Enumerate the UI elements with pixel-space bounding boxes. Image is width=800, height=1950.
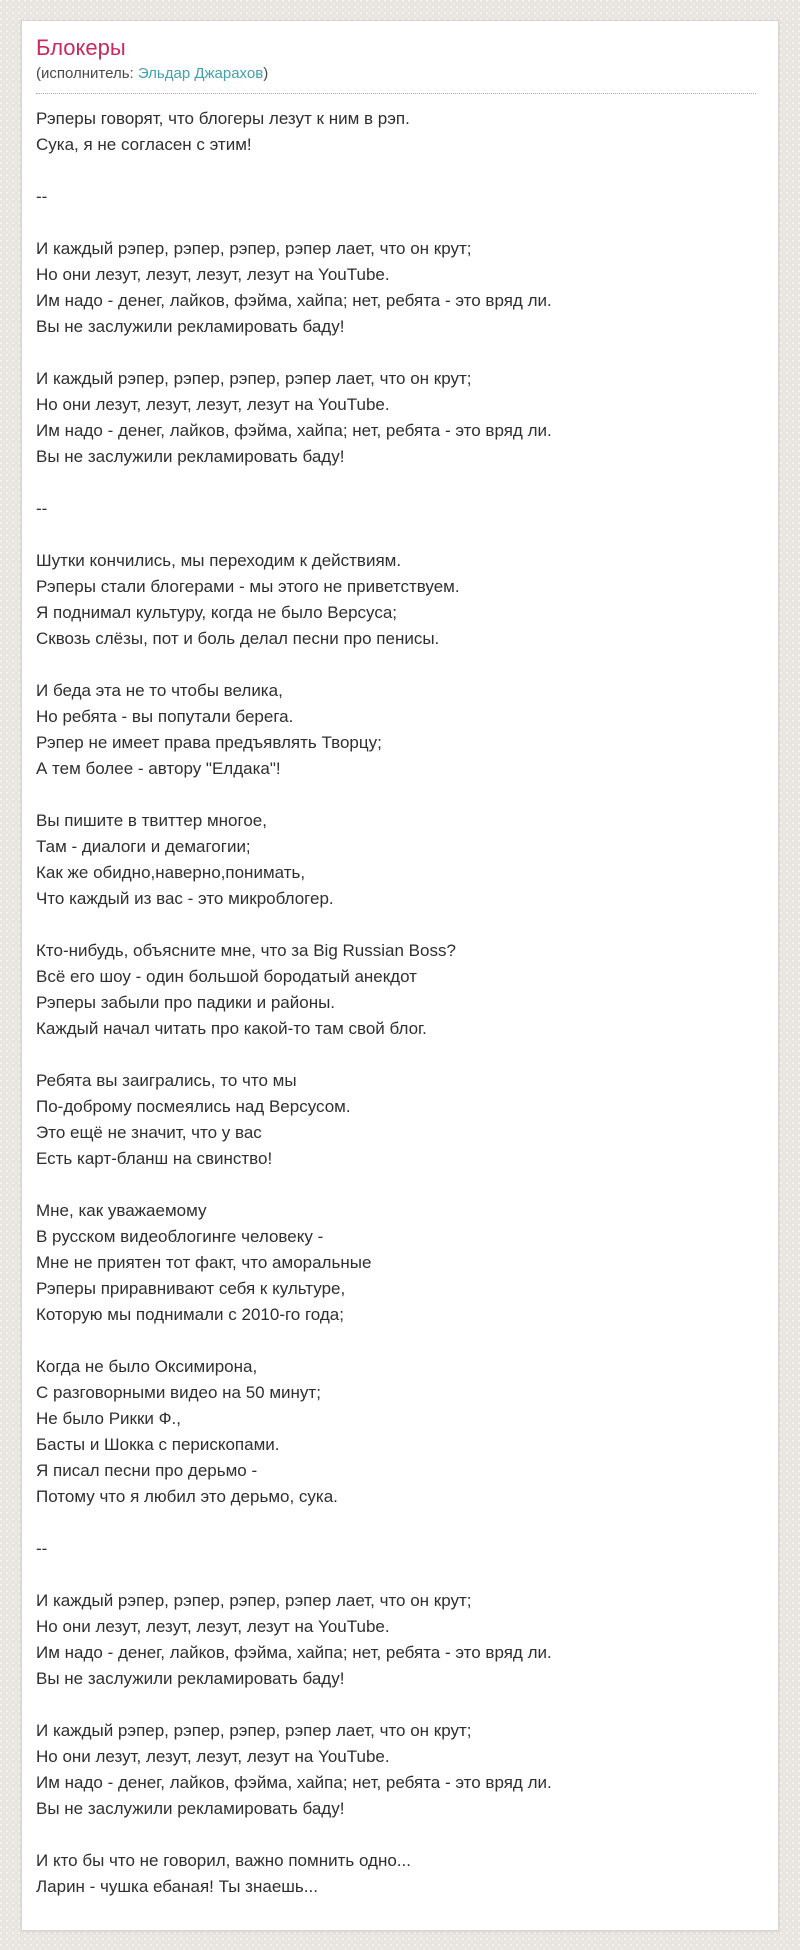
lyric-line: Ребята вы заигрались, то что мы [36,1071,297,1090]
lyric-line [36,1328,756,1354]
lyric-line: Сквозь слёзы, пот и боль делал песни про пенисы. [36,629,440,648]
artist-link[interactable]: Эльдар Джарахов [137,65,264,82]
lyric-line: Но ребята - вы попутали берега. [36,707,294,726]
lyric-line: Это ещё не значит, что у вас [36,1123,262,1142]
lyric-line [36,470,756,496]
lyric-line [36,340,756,366]
stanza-separator: -- [36,1539,48,1558]
content-card [21,20,779,1931]
song-header [36,35,756,94]
lyric-line [36,1692,756,1718]
lyric-line: Шутки кончились, мы переходим к действиям. [36,551,402,570]
lyric-line: Им надо - денег, лайков, фэйма, хайпа; нет, ребята - это вряд ли. [36,1773,552,1792]
lyric-line: И беда эта не то чтобы велика, [36,681,283,700]
lyric-line: Мне не приятен тот факт, что аморальные [36,1253,372,1272]
lyric-line [36,522,756,548]
lyric-line: Не было Рикки Ф., [36,1409,181,1428]
lyric-line: Рэперы забыли про падики и районы. [36,993,336,1012]
lyric-line [36,782,756,808]
lyric-line [36,158,756,184]
lyric-line [36,912,756,938]
lyric-line [36,652,756,678]
lyric-line [36,1510,756,1536]
artist-label-prefix: (исполнитель: [36,65,138,82]
lyrics-text [36,106,756,1900]
lyric-line: Рэперы стали блогерами - мы этого не приветствуем. [36,577,460,596]
lyric-line: В русском видеоблогинге человеку - [36,1227,324,1246]
lyric-line: Всё его шоу - один большой бородатый анекдот [36,967,417,986]
lyric-line: Ларин - чушка ебаная! Ты знаешь... [36,1877,318,1896]
lyric-line: Там - диалоги и демагогии; [36,837,251,856]
artist-label-suffix: ) [263,65,269,82]
lyric-line: Есть карт-бланш на свинство! [36,1149,273,1168]
lyric-line: Но они лезут, лезут, лезут, лезут на YouTube. [36,1617,390,1636]
lyric-line: Но они лезут, лезут, лезут, лезут на YouTube. [36,265,390,284]
lyric-line: Рэперы говорят, что блогеры лезут к ним в рэп. [36,109,410,128]
lyric-line: Басты и Шокка с перископами. [36,1435,280,1454]
lyric-line: Им надо - денег, лайков, фэйма, хайпа; нет, ребята - это вряд ли. [36,421,552,440]
lyric-line: Рэпер не имеет права предъявлять Творцу; [36,733,382,752]
lyric-line: Я писал песни про дерьмо - [36,1461,258,1480]
lyric-line: Им надо - денег, лайков, фэйма, хайпа; нет, ребята - это вряд ли. [36,291,552,310]
lyric-line: Но они лезут, лезут, лезут, лезут на YouTube. [36,1747,390,1766]
lyric-line [36,1562,756,1588]
stanza-separator: -- [36,499,48,518]
stanza-separator: -- [36,187,48,206]
lyric-line: И каждый рэпер, рэпер, рэпер, рэпер лает, что он крут; [36,1721,472,1740]
lyric-line: А тем более - автору "Елдака"! [36,759,281,778]
lyric-line: И каждый рэпер, рэпер, рэпер, рэпер лает, что он крут; [36,239,472,258]
lyric-line: Я поднимал культуру, когда не было Версуса; [36,603,398,622]
lyric-line: Мне, как уважаемому [36,1201,207,1220]
lyric-line: Потому что я любил это дерьмо, сука. [36,1487,338,1506]
artist-line [36,64,756,84]
lyric-line: Сука, я не согласен с этим! [36,135,252,154]
lyric-line: Рэперы приравнивают себя к культуре, [36,1279,346,1298]
lyric-line: Вы не заслужили рекламировать баду! [36,447,345,466]
lyric-line: Каждый начал читать про какой-то там свой блог. [36,1019,427,1038]
lyric-line [36,1172,756,1198]
lyric-line: Что каждый из вас - это микроблогер. [36,889,334,908]
lyric-line [36,1822,756,1848]
lyric-line: Как же обидно,наверно,понимать, [36,863,306,882]
lyric-line: Вы не заслужили рекламировать баду! [36,1669,345,1688]
lyric-line: По-доброму посмеялись над Версусом. [36,1097,351,1116]
lyric-line: Но они лезут, лезут, лезут, лезут на YouTube. [36,395,390,414]
lyric-line: Им надо - денег, лайков, фэйма, хайпа; нет, ребята - это вряд ли. [36,1643,552,1662]
lyric-line [36,210,756,236]
lyric-line [36,1042,756,1068]
lyric-line: Вы не заслужили рекламировать баду! [36,1799,345,1818]
lyric-line: Вы не заслужили рекламировать баду! [36,317,345,336]
lyric-line: И каждый рэпер, рэпер, рэпер, рэпер лает, что он крут; [36,1591,472,1610]
lyric-line: Когда не было Оксимирона, [36,1357,258,1376]
lyric-line: Которую мы поднимали с 2010-го года; [36,1305,344,1324]
page-title: Блокеры [36,35,126,60]
lyric-line: И кто бы что не говорил, важно помнить одно... [36,1851,411,1870]
lyric-line: Вы пишите в твиттер многое, [36,811,267,830]
lyric-line: И каждый рэпер, рэпер, рэпер, рэпер лает, что он крут; [36,369,472,388]
lyric-line: Кто-нибудь, объясните мне, что за Big Russian Boss? [36,941,456,960]
lyric-line: С разговорными видео на 50 минут; [36,1383,321,1402]
